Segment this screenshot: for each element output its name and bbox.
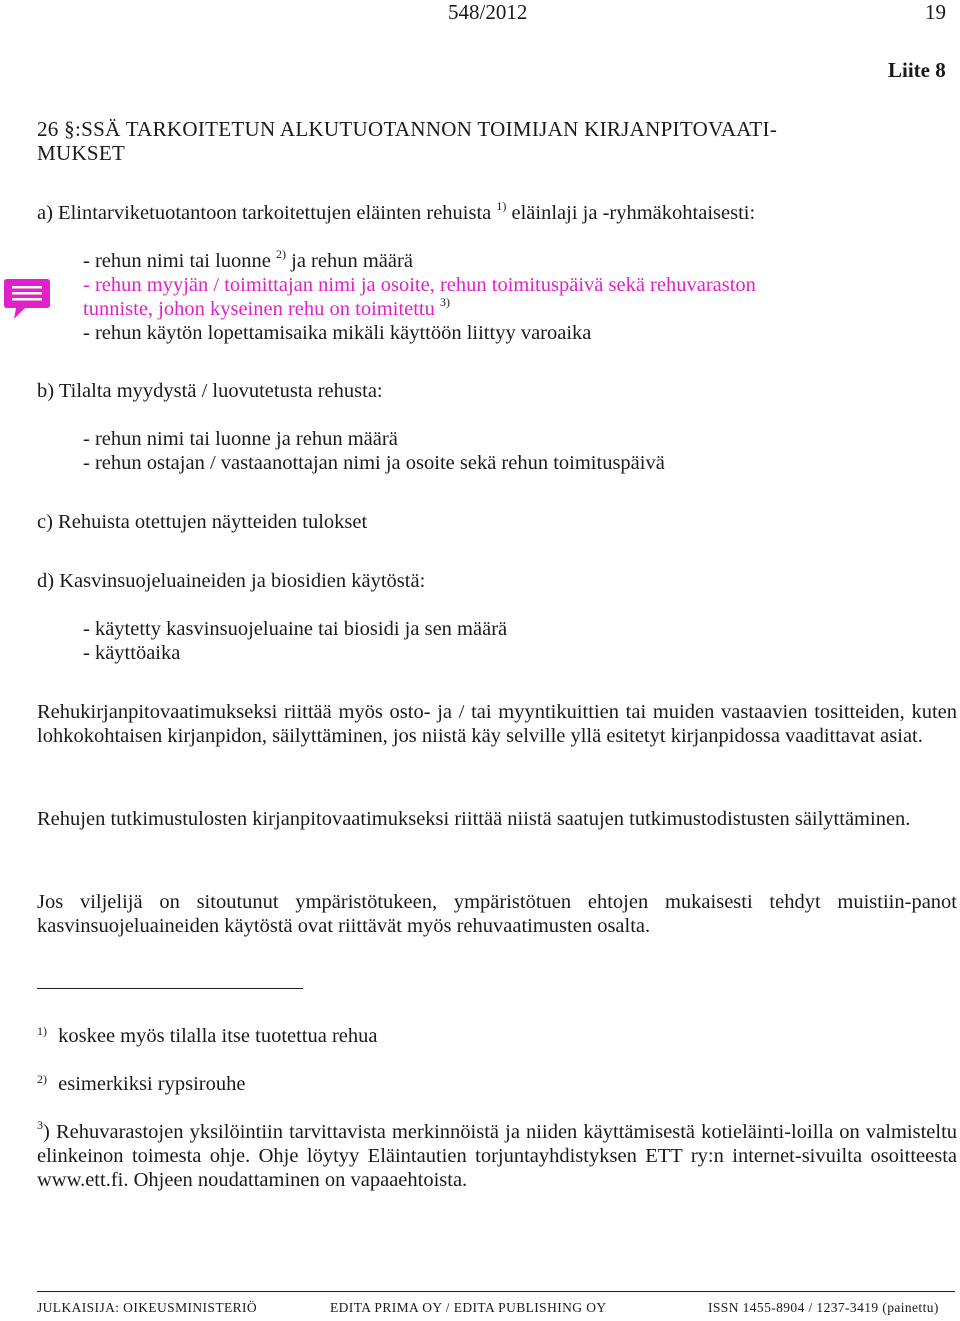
page-title [37, 117, 777, 142]
footnote-3-mark: 3 [37, 1118, 43, 1132]
footnote-divider [37, 988, 303, 989]
section-c-lead: c) Rehuista otettujen näytteiden tulokset [37, 511, 368, 533]
title-line1: :SSÄ TARKOITETUN ALKUTUOTANNON TOIMIJAN KIRJANPITOVAATI- [74, 117, 778, 141]
footer-divider [37, 1291, 955, 1292]
page-title-line2: MUKSET [37, 141, 126, 165]
paragraph-2: Rehujen tutkimustulosten kirjanpitovaatimukseksi riittää niistä saatujen tutkimustodistusten säilyttäminen. [37, 808, 911, 830]
annex-label: Liite 8 [888, 58, 946, 82]
section-link[interactable]: § [64, 117, 75, 141]
section-b-item-1: - rehun nimi tai luonne ja rehun määrä [83, 428, 398, 450]
page-number: 19 [925, 0, 946, 24]
footnote-3: $^3$) Rehuvarastojen yksilöintiin tarvittavista merkinnöistä ja niiden käyttämisestä kotieläinti-loilla on valmisteltu elinkeinon toimesta ohje. Ohje löytyy Eläintautien torjuntayhdistyksen ETT ry:n internet-sivuilta osoitteesta www.ett.fi. Ohjeen noudattaminen on vapaaehtoista. [37, 1118, 958, 1191]
section-a-item-2-cont: tunniste, johon kyseinen rehu on toimitettu $^{3)}$ [83, 295, 450, 320]
section-d-lead: d) Kasvinsuojeluaineiden ja biosidien käytöstä: [37, 570, 426, 592]
paragraph-1: Rehukirjanpitovaatimukseksi riittää myös osto- ja / tai myyntikuittien tai muiden vastaavien tositteiden, kuten lohkokohtaisen kirjanpidon, säilyttäminen, jos niistä käy selville yllä esitetyt kirjanpidossa vaadittavat asiat. [37, 701, 957, 747]
title-prefix: 26 [37, 117, 59, 141]
footer-printer: EDITA PRIMA OY / EDITA PUBLISHING OY [330, 1300, 607, 1315]
comment-icon[interactable] [3, 277, 51, 321]
footnote-ref-3: 3) [440, 295, 450, 309]
section-a-item-3: - rehun käytön lopettamisaika mikäli käyttöön liittyy varoaika [83, 322, 592, 344]
footnote-ref-1: 1) [496, 199, 507, 213]
doc-number: 548/2012 [448, 0, 528, 24]
section-a-lead: a) Elintarviketuotantoon tarkoitettujen eläinten rehuista $^{1)}$ eläinlaji ja -ryhmäkohtaisesti: [37, 199, 756, 224]
footnote-ref-2: 2) [276, 247, 286, 261]
footnote-2-mark: 2) [37, 1072, 47, 1086]
section-a-item-2: - rehun myyjän / toimittajan nimi ja osoite, rehun toimituspäivä sekä rehuvaraston [83, 274, 756, 296]
footnote-1-mark: 1) [37, 1024, 47, 1038]
paragraph-3: Jos viljelijä on sitoutunut ympäristötukeen, ympäristötuen ehtojen mukaisesti tehdyt muistiin-panot kasvinsuojeluaineiden käytöstä ovat riittävät myös rehuvaatimusten osalta. [37, 891, 957, 937]
footer-issn: ISSN 1455-8904 / 1237-3419 (painettu) [708, 1300, 939, 1315]
footnote-2: $^{2)}$ esimerkiksi rypsirouhe [37, 1072, 246, 1095]
footer-publisher: JULKAISIJA: OIKEUSMINISTERIÖ [37, 1300, 258, 1315]
section-d-item-1: - käytetty kasvinsuojeluaine tai biosidi ja sen määrä [83, 618, 508, 640]
section-b-lead: b) Tilalta myydystä / luovutetusta rehusta: [37, 380, 383, 402]
footnote-1: $^{1)}$ koskee myös tilalla itse tuotettua rehua [37, 1024, 378, 1047]
section-a-item-1: - rehun nimi tai luonne $^{2)}$ ja rehun määrä [83, 247, 413, 272]
section-d-item-2: - käyttöaika [83, 642, 181, 664]
section-b-item-2: - rehun ostajan / vastaanottajan nimi ja osoite sekä rehun toimituspäivä [83, 452, 665, 474]
